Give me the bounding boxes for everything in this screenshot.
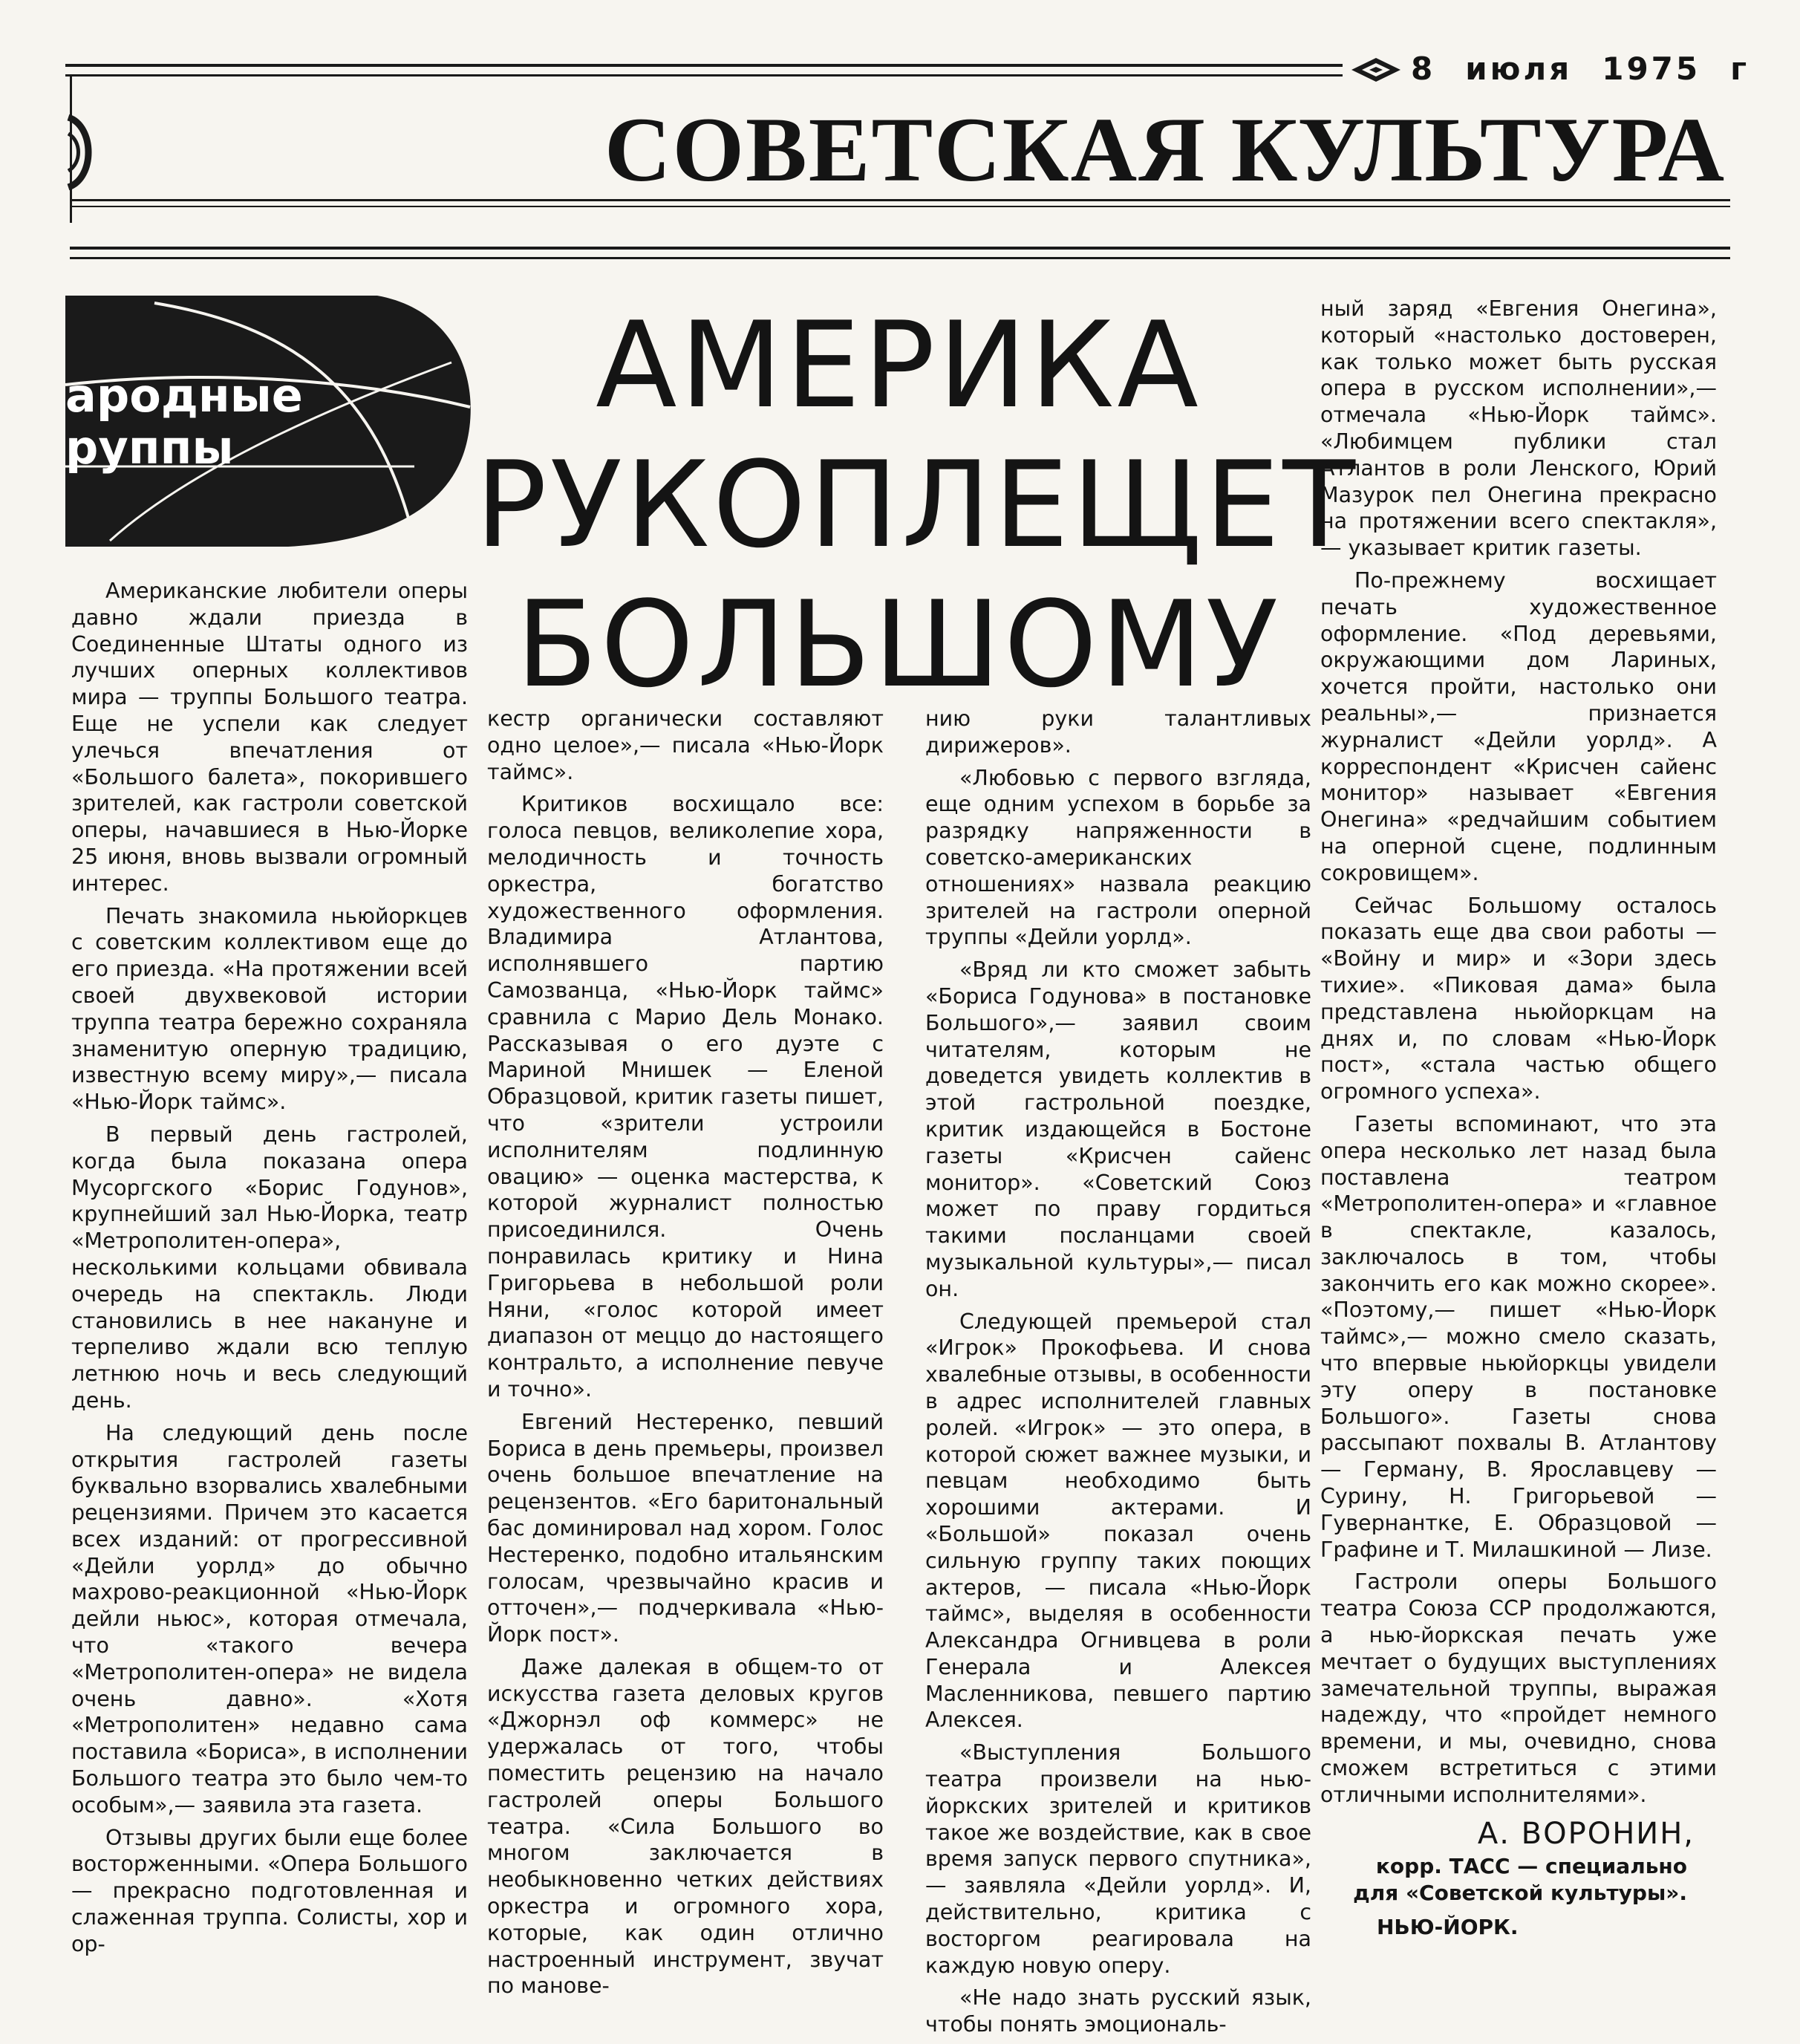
date-suffix: г bbox=[1730, 51, 1750, 87]
paragraph: «Выступления Большого театра произвели на нью-йоркских зрителей и критиков такое же воздействие, как в свое время запуск первого спутника»,— заявляла «Дейли уорлд». И, действительно, критика с восторгом реагировала на каждую новую оперу. bbox=[925, 1740, 1311, 1978]
author-credit-line2: для «Советской культуры». bbox=[1353, 1880, 1687, 1905]
paragraph: Критиков восхищало все: голоса певцов, великолепие хора, мелодичность и точность оркестра, богатство художественного оформления. Владимира Атлантова, исполнявшего партию Самозванца, «Нью-Йорк таймс» сравнила с Марио Дель Монако. Рассказывая о его дуэте с Мариной Мнишек — Еленой Образцовой, критик газеты пишет, что «зрители устроили исполнителям подлинную овацию» — оценка мастерства, к которой журналист полностью присоединился. Очень понравилась критику и Нина Григорьева в небольшой роли Няни, «голос которой имеет диапазон от меццо до настоящего контральто, а исполнение певуче и точно». bbox=[487, 792, 884, 1402]
headline-line3: БОЛЬШОМУ bbox=[515, 575, 1282, 714]
paragraph: Печать знакомила ньюйоркцев с советским коллективом еще до его приезда. «На протяжении всей своей двухвековой истории труппа театра бережно сохраняла знаменитую оперную традицию, известную всему миру»,— писала «Нью-Йорк таймс». bbox=[71, 903, 468, 1115]
emblem-icon bbox=[65, 111, 95, 193]
paragraph: кестр органически составляют одно целое»,— писала «Нью-Йорк таймс». bbox=[487, 706, 884, 784]
dateline-place: НЬЮ-ЙОРК. bbox=[1377, 1914, 1519, 1939]
author-credit-line1: корр. ТАСС — специально bbox=[1375, 1853, 1687, 1878]
date-month: июля bbox=[1465, 51, 1573, 87]
paragraph: Гастроли оперы Большого театра Союза ССР продолжаются, а нью-йоркская печать уже мечтает о будущих выступлениях замечательной труппы, выражая надежду, что «пройдет немного времени, и мы, очевидно, снова сможем встретиться с этими отличными исполнителями». bbox=[1320, 1569, 1717, 1807]
paragraph: нию руки талантливых дирижеров». bbox=[925, 706, 1311, 758]
paragraph: ный заряд «Евгения Онегина», который «настолько достоверен, как только может быть русская опера в русском исполнении»,— отмечала «Нью-Йорк таймс». «Любимцем публики стал Атлантов в роли Ленского, Юрий Мазурок пел Онегина прекрасно на протяжении всего спектакля»,— указывает критик газеты. bbox=[1320, 296, 1717, 561]
byline bbox=[1320, 1814, 1717, 1941]
paragraph: Газеты вспоминают, что эта опера несколько лет назад была поставлена театром «Метрополитен-опера» и «главное в спектакле, казалось, заключалось в том, чтобы закончить его как можно скорее». «Поэтому,— пишет «Нью-Йорк таймс»,— можно смело сказать, что впервые ньюйоркцы увидели эту оперу в постановке Большого». Газеты снова рассыпают похвалы В. Атлантову — Герману, В. Ярославцеву — Сурину, Н. Григорьевой — Гувернантке, Е. Образцовой — Графине и Т. Милашкиной — Лизе. bbox=[1320, 1111, 1717, 1562]
paragraph: «Вряд ли кто сможет забыть «Бориса Годунова» в постановке Большого»,— заявил своим читателям, которым не доведется увидеть коллектив в этой гастрольной поездке, критик издающейся в Бостоне газеты «Крисчен сайенс монитор». «Советский Союз может по праву гордиться такими посланцами своей музыкальной культуры»,— писал он. bbox=[925, 957, 1311, 1301]
article-column-1 bbox=[71, 578, 468, 1964]
headline bbox=[475, 296, 1359, 715]
article-column-3 bbox=[925, 706, 1311, 2044]
paragraph: По-прежнему восхищает печать художественное оформление. «Под деревьями, окружающими дом Лариных, хочется пройти, настолько они реальны»,— признается журналист «Дейли уорлд». А корреспондент «Крисчен сайенс монитор» называет «Евгения Онегина» «редчайшим событием на оперной сцене, подлинным сокровищем». bbox=[1320, 567, 1717, 885]
article-column-4 bbox=[1320, 296, 1717, 1940]
paragraph: Сейчас Большому осталось показать еще два свои работы — «Войну и мир» и «Зори здесь тихие». «Пиковая дама» была представлена ньюйоркцам на днях и, по словам «Нью-Йорк пост», «стала частью общего огромного успеха». bbox=[1320, 893, 1717, 1104]
diamond-ornament-icon bbox=[1350, 55, 1402, 85]
date-day: 8 bbox=[1411, 51, 1436, 87]
top-rule bbox=[65, 64, 1343, 77]
masthead-double-rule bbox=[70, 247, 1730, 259]
date-year: 1975 bbox=[1602, 51, 1701, 87]
paragraph: «Не надо знать русский язык, чтобы понять эмоциональ- bbox=[925, 1985, 1311, 2037]
section-label bbox=[65, 370, 303, 474]
paragraph: Следующей премьерой стал «Игрок» Прокофьева. И снова хвалебные отзывы, в особенности в адрес исполнителей главных ролей. «Игрок» — это опера, в которой сюжет важнее музыки, и певцам необходимо быть хорошими актерами. И «Большой» показал очень сильную группу таких поющих актеров, — писала «Нью-Йорк таймс», выделяя в особенности Александра Огнивцева в роли Генерала и Алексея Масленникова, певшего партию Алексея. bbox=[925, 1309, 1311, 1733]
masthead-rule bbox=[70, 199, 1730, 207]
paragraph: Даже далекая в общем-то от искусства газета деловых кругов «Джорнэл оф коммерс» не удержалась от того, чтобы поместить рецензию на начало гастролей оперы Большого театра. «Сила Большого во многом заключается в необыкновенно четких действиях оркестра и огромного хора, которые, как один отлично настроенный инструмент, звучат по манове- bbox=[487, 1654, 884, 1999]
paragraph: На следующий день после открытия гастролей газеты буквально взорвались хвалебными рецензиями. Причем это касается всех изданий: от прогрессивной «Дейли уорлд» до обычно махрово-реакционной «Нью-Йорк дейли ньюс», которая отмечала, что «такого вечера «Метрополитен-опера» не видела очень давно». «Хотя «Метрополитен» недавно сама поставила «Бориса», в исполнении Большого театра это было чем-то особым»,— заявила эта газета. bbox=[71, 1420, 468, 1817]
paragraph: Евгений Нестеренко, певший Бориса в день премьеры, произвел очень большое впечатление на рецензентов. «Его баритональный бас доминировал над хором. Голос Нестеренко, подобно итальянским голосам, чрезвычайно красив и отточен»,— подчеркивала «Нью-Йорк пост». bbox=[487, 1409, 884, 1647]
paragraph: Отзывы других были еще более восторженными. «Опера Большого — прекрасно подготовленная и слаженная труппа. Солисты, хор и ор- bbox=[71, 1825, 468, 1956]
paragraph: «Любовью с первого взгляда, еще одним успехом в борьбе за разрядку напряженности в советско-американских отношениях» назвала реакцию зрителей на гастроли оперной труппы «Дейли уорлд». bbox=[925, 765, 1311, 950]
paragraph: В первый день гастролей, когда была показана опера Мусоргского «Борис Годунов», крупнейший зал Нью-Йорка, театр «Метрополитен-опера», несколькими кольцами обвивала очередь на спектакль. Люди становились в нее накануне и терпеливо ждали всю теплую летнюю ночь и весь следующий день. bbox=[71, 1122, 468, 1413]
paragraph: Американские любители оперы давно ждали приезда в Соединенные Штаты одного из лучших оперных коллективов мира — труппы Большого театра. Еще не успели как следует улечься впечатления от «Большого балета», покорившего зрителей, как гастроли советской оперы, начавшиеся в Нью-Йорке 25 июня, вновь вызвали огромный интерес. bbox=[71, 579, 468, 896]
issue-date bbox=[1411, 51, 1750, 87]
headline-line1: АМЕРИКА bbox=[596, 296, 1201, 434]
section-label-line1: ародные bbox=[65, 368, 303, 423]
author-name: А. ВОРОНИН, bbox=[1477, 1816, 1695, 1851]
headline-line2: РУКОПЛЕЩЕТ bbox=[475, 435, 1359, 574]
newspaper-title: СОВЕТСКАЯ КУЛЬТУРА bbox=[604, 99, 1726, 201]
article-column-2 bbox=[487, 706, 884, 2005]
section-label-line2: руппы bbox=[65, 420, 234, 475]
